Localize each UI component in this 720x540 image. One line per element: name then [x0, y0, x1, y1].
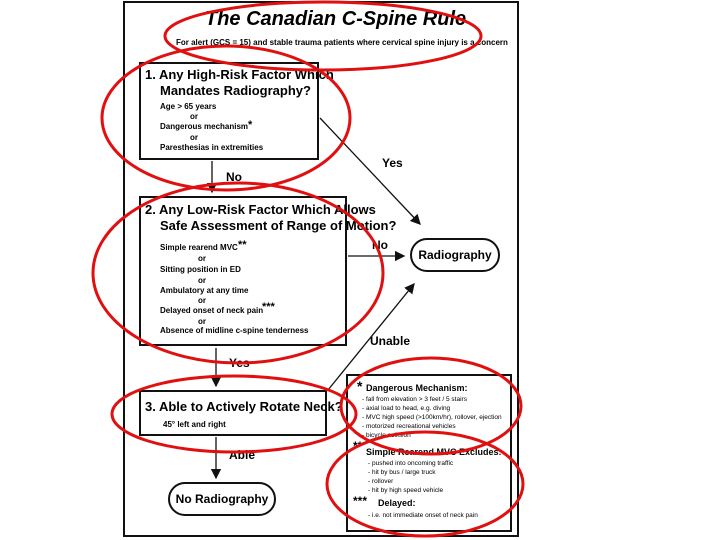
- label-yes-2: Yes: [229, 356, 250, 370]
- note-dangerous-line: - bicycle collision: [362, 432, 411, 439]
- highlight-q3: [112, 376, 356, 452]
- q2-or-1: or: [198, 254, 206, 263]
- note-delayed-heading: Delayed:: [378, 498, 416, 508]
- q2-rearend-marker: **: [238, 239, 247, 251]
- q2-item-rearend: Simple rearend MVC: [160, 243, 238, 252]
- note-rearend-line: - rollover: [368, 478, 394, 485]
- q2-heading-2: Safe Assessment of Range of Motion?: [160, 218, 397, 233]
- note-dangerous-line: - MVC high speed (>100km/hr), rollover, ejection: [362, 414, 502, 421]
- q3-heading: 3. Able to Actively Rotate Neck?: [145, 399, 343, 414]
- q2-item-sitting: Sitting position in ED: [160, 265, 241, 274]
- note-dangerous-line: - axial load to head, e.g. diving: [362, 405, 451, 412]
- q2-or-3: or: [198, 296, 206, 305]
- highlight-rearend: [327, 432, 523, 536]
- note-rearend-line: - hit by bus / large truck: [368, 469, 436, 476]
- highlight-q2: [93, 183, 383, 363]
- page-subtitle: For alert (GCS = 15) and stable trauma patients where cervical spine injury is a concern: [176, 38, 508, 47]
- q1-or-1: or: [190, 112, 198, 121]
- label-yes-1: Yes: [382, 156, 403, 170]
- note-rearend-heading: Simple Rearend MVC Excludes:: [366, 447, 502, 457]
- q1-heading-2: Mandates Radiography?: [160, 83, 311, 98]
- label-unable: Unable: [370, 334, 411, 348]
- no-radiography-outcome: No Radiography: [168, 482, 276, 516]
- highlight-q1: [102, 46, 350, 190]
- q2-or-4: or: [198, 317, 206, 326]
- q3-detail: 45° left and right: [163, 420, 226, 429]
- page-title: The Canadian C-Spine Rule: [205, 8, 467, 30]
- note-dangerous-heading: Dangerous Mechanism:: [366, 383, 468, 393]
- radiography-outcome: Radiography: [410, 238, 500, 272]
- q1-dangerous-marker: *: [248, 119, 253, 131]
- label-able: Able: [229, 448, 256, 462]
- q2-heading-1: 2. Any Low-Risk Factor Which Allows: [145, 202, 376, 217]
- q2-item-ambulatory: Ambulatory at any time: [160, 286, 249, 295]
- q1-or-2: or: [190, 133, 198, 142]
- q1-item-dangerous: Dangerous mechanism: [160, 122, 249, 131]
- note-delayed-line: - i.e. not immediate onset of neck pain: [368, 512, 478, 519]
- label-no-1: No: [226, 170, 242, 184]
- note-dangerous-marker: *: [357, 378, 363, 394]
- note-rearend-line: - pushed into oncoming traffic: [368, 460, 454, 467]
- q2-item-delayed: Delayed onset of neck pain: [160, 306, 264, 315]
- label-no-2: No: [372, 238, 388, 252]
- arrow-q1-to-radiography: [320, 118, 420, 224]
- q1-heading-1: 1. Any High-Risk Factor Which: [145, 67, 334, 82]
- q1-item-paresthesias: Paresthesias in extremities: [160, 143, 264, 152]
- highlight-dangerous: [341, 358, 521, 454]
- q2-delayed-marker: ***: [262, 301, 275, 313]
- note-rearend-marker: **: [353, 439, 363, 453]
- note-dangerous-line: - fall from elevation > 3 feet / 5 stairs: [362, 396, 467, 403]
- q1-item-age: Age > 65 years: [160, 102, 217, 111]
- note-rearend-line: - hit by high speed vehicle: [368, 487, 444, 494]
- note-delayed-marker: ***: [353, 494, 368, 508]
- q2-item-tenderness: Absence of midline c-spine tenderness: [160, 326, 309, 335]
- q2-or-2: or: [198, 276, 206, 285]
- highlight-title: [165, 2, 481, 70]
- note-dangerous-line: - motorized recreational vehicles: [362, 423, 456, 430]
